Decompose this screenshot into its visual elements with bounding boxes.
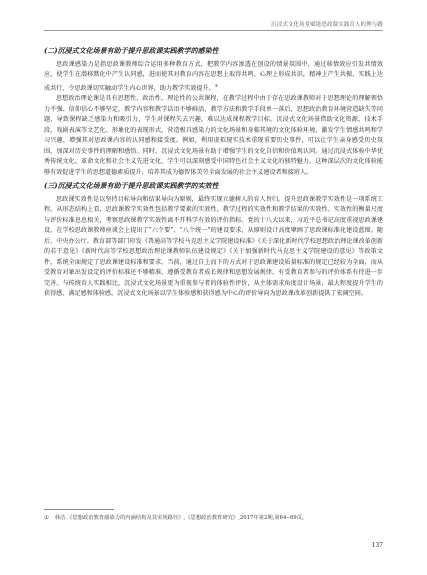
paragraph: 思想政治理论课是具有思想性、政治性、理论性的公共课程，在教学过程中由于存在思政课教师对于思想理论的理解领悟力不强、信仰信心不够坚定，教学内容和教学话语不够鲜活，教学方法和教学手段单一落后，思想政治教育环境营造缺失等问题，导致课程缺乏感染力和吸引力，学生对课程失去兴趣，难以达成课程教学目标。沉浸式文化场景借助文化资源、技术手段、戏剧表演等文艺化、形象化的表现形式，营造极具感染力的文化场景和身临其境的文化体验环境，激发学生情感共鸣和学习兴趣，增强其对思政课内容的认同感和接受度。例如，利用虚拟现实技术重现重要历史事件，可以让学生亲身感受历史氛围，加深对历史事件的理解和感悟。同时，沉浸式文化场景有助于增强学生的文化自信和价值观认同。通过沉浸式体验中华优秀传统文化、革命文化和社会主义先进文化，学生可以深刻感受中国特色社会主义文化的独特魅力。这种深层次的文化体验能够有效促进学生的思想道德素质提升，培养其成为德智体美劳全面发展的社会主义建设者和接班人。: [44, 95, 383, 176]
header-divider: [44, 30, 383, 31]
footnote-divider: [44, 509, 114, 510]
paragraph: 思政课实效性是以坚持目标导向和结果导向为原则，最终实现立德树人的育人旨归。提升思政课教学实效性是一项系统工程，从形态结构上看，思政课教学实效性包括教学要素的实效性、教学过程的实效性和教学结果的实效性。实效性的衡量尺度与评价标准息息相关，考察思政课教学实效性离不开科学有效的评价指标。党的十八大以来，习近平总书记高度重视思政课建设，在学校思政课教师座谈会上提出了“六个要”、“八个统一”的建设要求，从原则设计高度擘画了思政课标准化建设蓝图。随后，中央办公厅、教育部等部门印发《普通高等学校马克思主义学院建设标准》《关于深化新时代学校思想政治理论课改革创新的若干意见》《新时代高等学校思想政治理论课教师队伍建设规定》《关于加强新时代马克思主义学院建设的意见》等政策文件，系统全面规定了思政课建设标准和要求。当前，通过自上而下的方式对于思政课建设质量标准的规定已经较为全面，而从受教育对象出发设定的评价标准还不够精准，遵循受教育者成长规律和思想发展规律，有受教育者参与的评价体系有待进一步完善。与传统育人实践相比，沉浸式文化场景更为重视参与者的体验性评价，从主体需求角度设计场景，最大程度提升学生的获得感，满足感和体验感。沉浸式文化场景以学生体验感和获得感为中心的评价导向为思政课改革创新提供了宏阔空间。: [44, 196, 383, 298]
footnote: [44, 514, 383, 522]
section-heading-3: (三)沉浸式文化场景有助于提升思政课实践教学的实效性: [44, 181, 219, 191]
footnote-text: 林洁.《思想政治教育感染力的内涵结构及其实现路径》,《思想政治教育研究》,2017年第2期,第64--69页。: [54, 515, 308, 521]
paragraph: 思政课感染力是指思政课教师综合运用多种教育方式，把教学内容渗透在创设的情景氛围中，通过移情效应引发共情效应，使学生在潜移默化中产生认同感，进而使其对教育内容在思想上取得共鸣、心理上形成共识，精神上产生共振，实践上达成共行，令思政课切实触动学生内心世界，助力教学实效提升。①: [44, 61, 383, 92]
article-body: [44, 45, 383, 300]
section-heading-2: (二)沉浸式文化场景有助于提升思政课实践教学的感染性: [44, 46, 219, 55]
running-header: 沉浸式文化场景赋能思政课实践育人的理与路: [271, 22, 383, 28]
footnote-number: ①: [44, 515, 49, 521]
page-number: 137: [371, 542, 383, 549]
footnote-ref[interactable]: ①: [214, 82, 219, 88]
